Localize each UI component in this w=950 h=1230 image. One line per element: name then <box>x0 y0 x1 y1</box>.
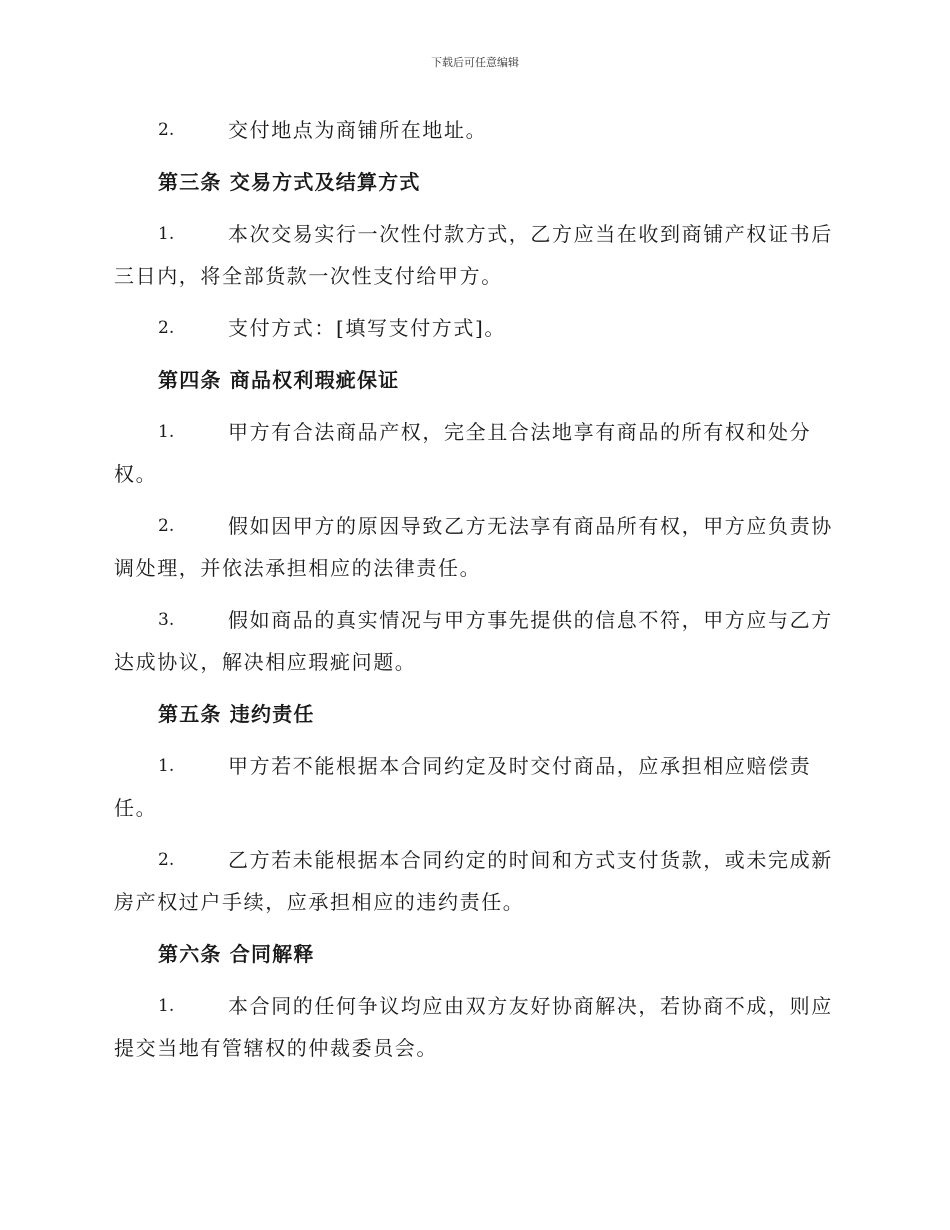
clause-text: 乙方若未能根据本合同约定的时间和方式支付货款，或未完成新 <box>228 848 833 872</box>
section-heading: 第四条 商品权利瑕疵保证 <box>158 368 400 392</box>
clause-number: 1. <box>158 422 175 442</box>
clause-text-continued: 提交当地有管辖权的仲裁委员会。 <box>114 1036 438 1060</box>
clause-number: 2. <box>158 516 175 536</box>
clause-text: 交付地点为商铺所在地址。 <box>228 118 488 142</box>
clause-text-continued: 达成协议，解决相应瑕疵问题。 <box>114 650 417 674</box>
clause-number: 2. <box>158 120 175 140</box>
clause-text: 甲方若不能根据本合同约定及时交付商品，应承担相应赔偿责 <box>228 754 812 778</box>
section-heading: 第六条 合同解释 <box>158 942 315 966</box>
section-heading: 第三条 交易方式及结算方式 <box>158 170 421 194</box>
clause-number: 2. <box>158 318 175 338</box>
clause-item <box>114 411 836 495</box>
clause-item <box>114 839 836 923</box>
document-body <box>114 109 836 1079</box>
clause-item <box>114 307 836 349</box>
clause-number: 1. <box>158 996 175 1016</box>
clause-item <box>114 599 836 683</box>
clause-item <box>114 109 836 151</box>
clause-number: 2. <box>158 850 175 870</box>
section-heading: 第五条 违约责任 <box>158 702 315 726</box>
clause-text: 本合同的任何争议均应由双方友好协商解决，若协商不成，则应 <box>228 994 833 1018</box>
clause-text: 假如商品的真实情况与甲方事先提供的信息不符，甲方应与乙方 <box>228 608 833 632</box>
clause-text-continued: 任。 <box>114 796 158 820</box>
clause-text-continued: 权。 <box>114 462 158 486</box>
clause-item <box>114 745 836 829</box>
clause-text-continued: 调处理，并依法承担相应的法律责任。 <box>114 556 482 580</box>
clause-text: 支付方式：[填写支付方式]。 <box>228 316 507 340</box>
clause-text: 本次交易实行一次性付款方式，乙方应当在收到商铺产权证书后 <box>228 222 833 246</box>
clause-item <box>114 213 836 297</box>
clause-item <box>114 985 836 1069</box>
clause-text: 甲方有合法商品产权，完全且合法地享有商品的所有权和处分 <box>228 420 812 444</box>
clause-text-continued: 房产权过户手续，应承担相应的违约责任。 <box>114 890 525 914</box>
clause-number: 1. <box>158 224 175 244</box>
page-header: 下载后可任意编辑 <box>431 56 519 69</box>
clause-text-continued: 三日内，将全部货款一次性支付给甲方。 <box>114 264 503 288</box>
clause-text: 假如因甲方的原因导致乙方无法享有商品所有权，甲方应负责协 <box>228 514 833 538</box>
clause-item <box>114 505 836 589</box>
clause-number: 3. <box>158 610 175 630</box>
clause-number: 1. <box>158 756 175 776</box>
